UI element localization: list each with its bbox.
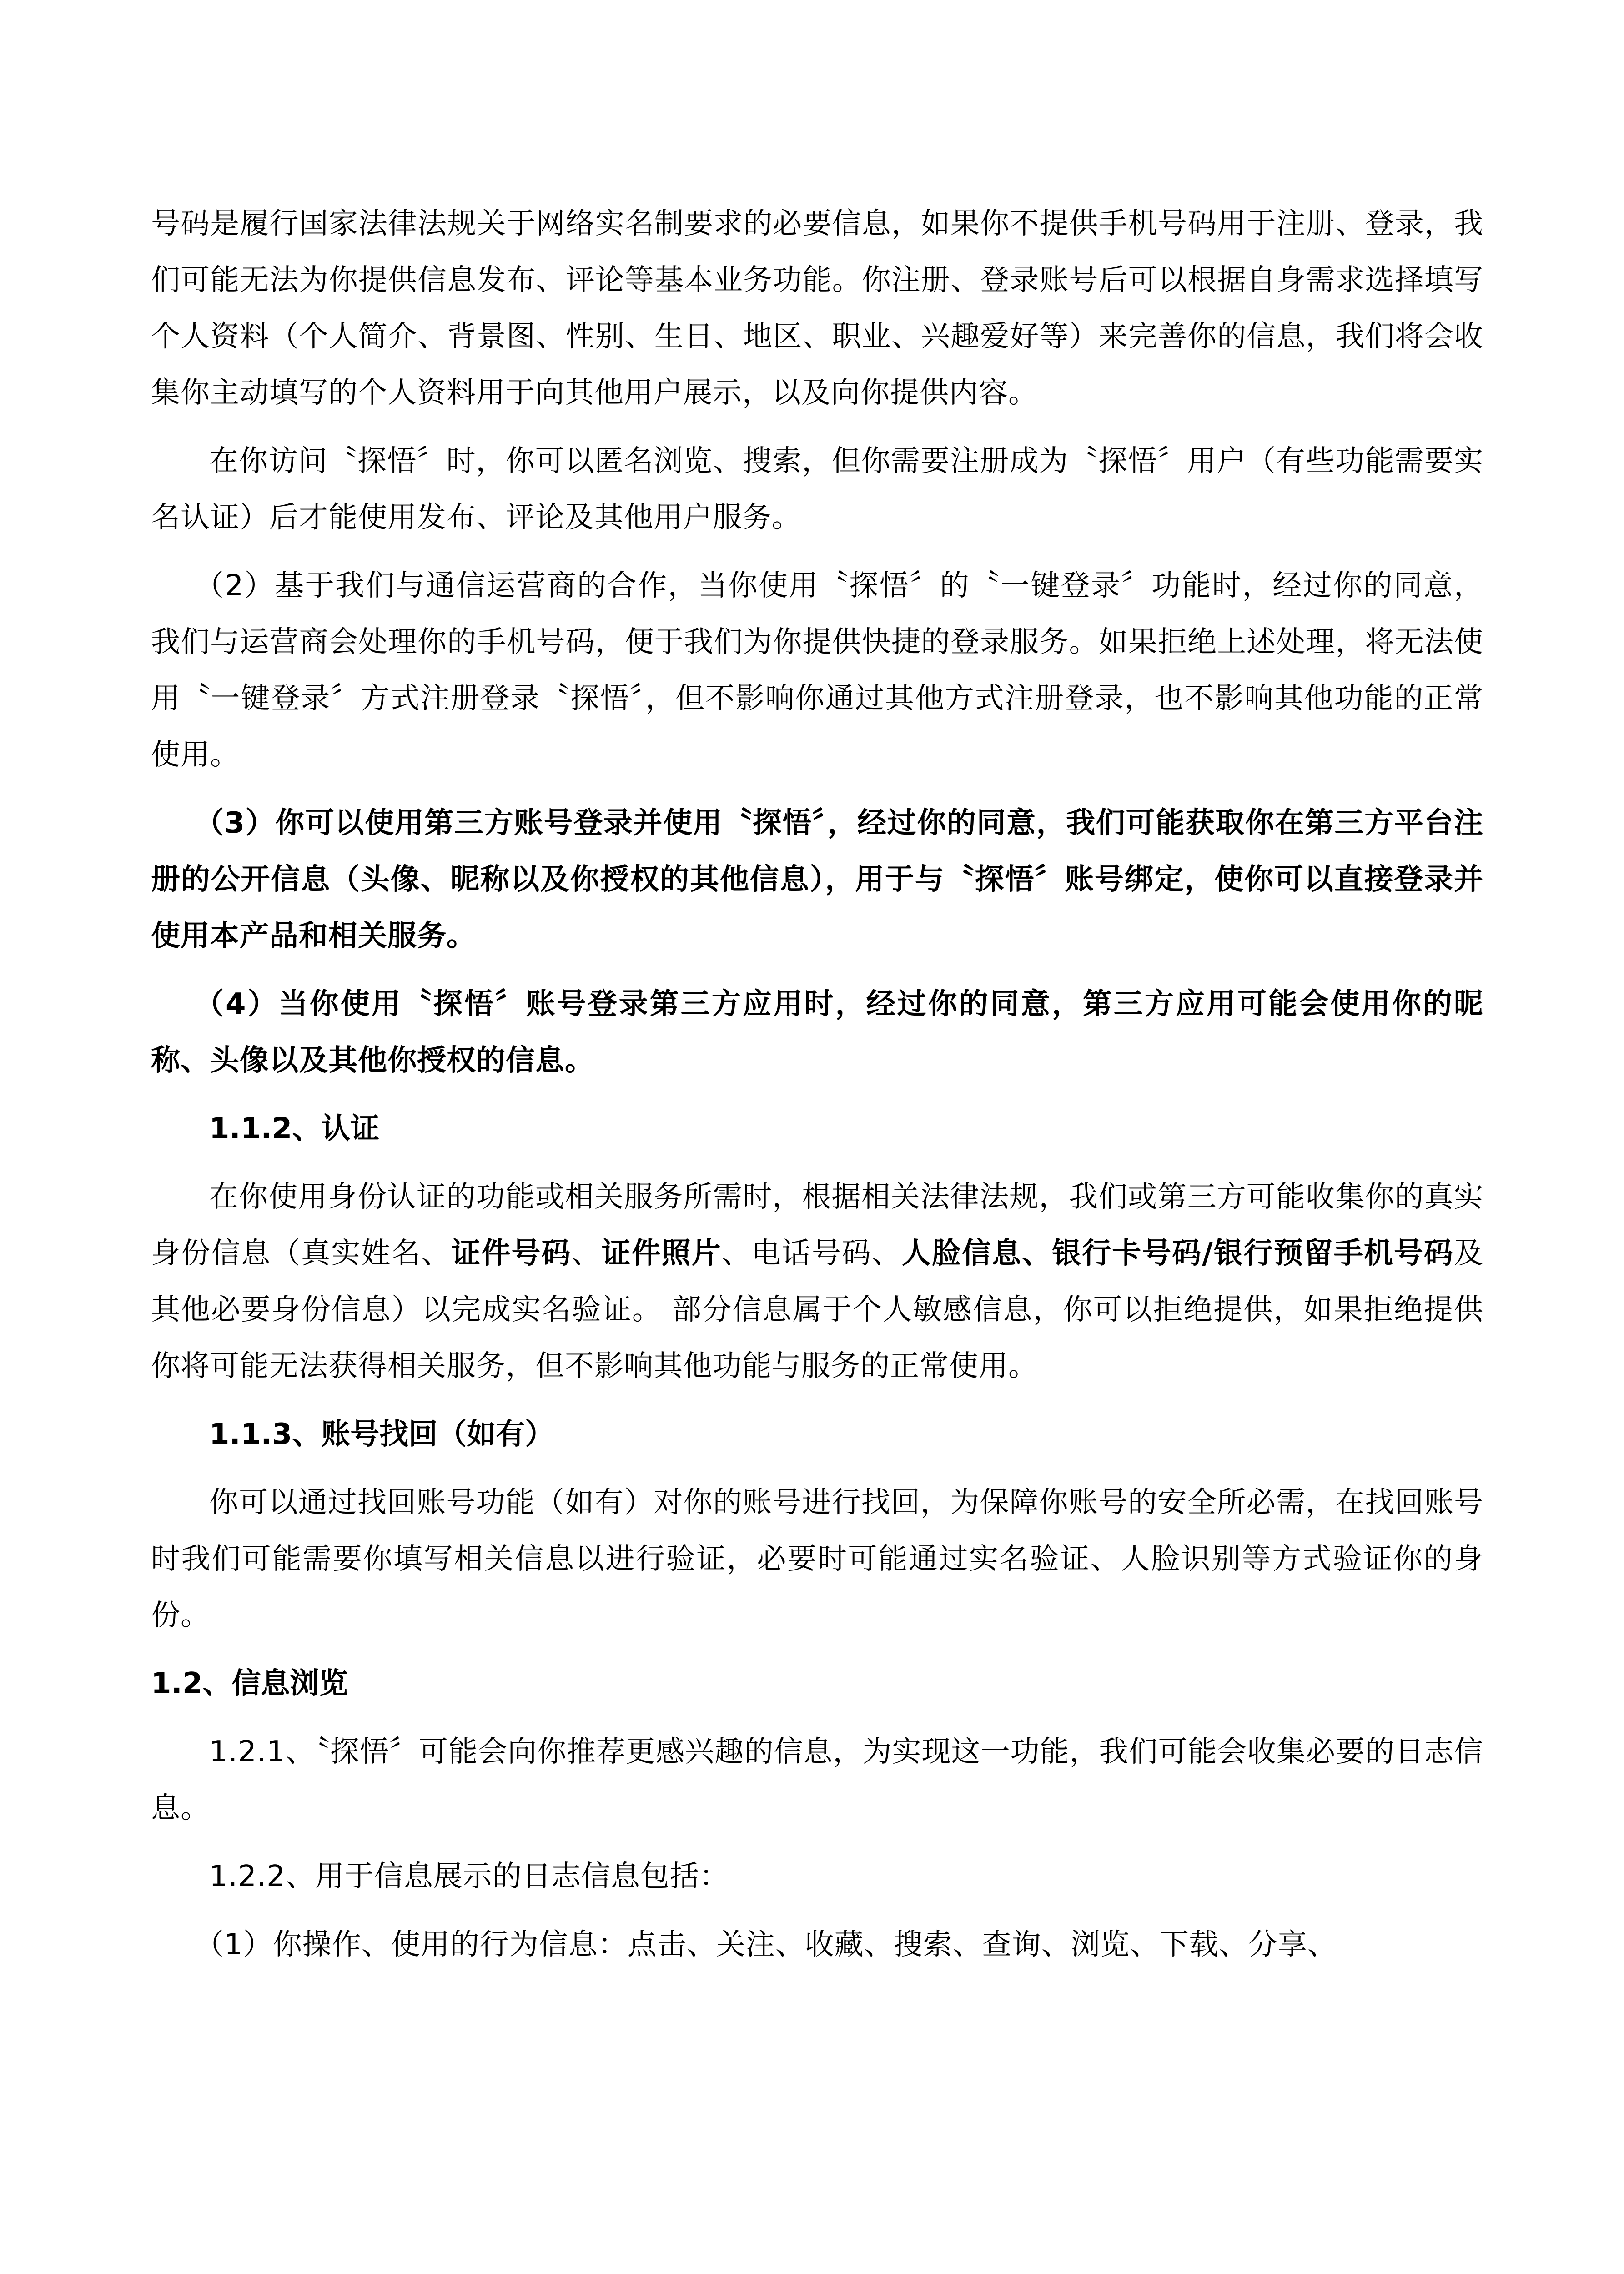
heading-1-1-3-account-recovery: 1.1.3、账号找回（如有）	[209, 1418, 554, 1451]
identity-id-photo: 证件照片	[601, 1237, 722, 1270]
identity-id-number: 证件号码	[451, 1237, 572, 1270]
paragraph-one-click-login: （2）基于我们与通信运营商的合作，当你使用〝探悟〞的〝一键登录〞功能时，经过你的同意，我们与运营商会处理你的手机号码，便于我们为你提供快捷的登录服务。如果拒绝上述处理，将无法使用〝一键登录〞方式注册登录〝探悟〞，但不影响你通过其他方式注册登录，也不影响其他功能的正常使用。	[151, 569, 1483, 772]
paragraph-identity-verification	[151, 1169, 1483, 1394]
document-body	[151, 196, 1483, 1985]
identity-separator: 、	[571, 1237, 602, 1270]
paragraph-phone-registration: 号码是履行国家法律法规关于网络实名制要求的必要信息，如果你不提供手机号码用于注册、登录，我们可能无法为你提供信息发布、评论等基本业务功能。你注册、登录账号后可以根据自身需求选择填写个人资料（个人简介、背景图、性别、生日、地区、职业、兴趣爱好等）来完善你的信息，我们将会收集你主动填写的个人资料用于向其他用户展示，以及向你提供内容。	[151, 207, 1483, 410]
paragraph-recommendation: 1.2.1、〝探悟〞可能会向你推荐更感兴趣的信息，为实现这一功能，我们可能会收集必要的日志信息。	[151, 1735, 1483, 1825]
paragraph-anonymous-browsing: 在你访问〝探悟〞时，你可以匿名浏览、搜索，但你需要注册成为〝探悟〞用户（有些功能需要实名认证）后才能使用发布、评论及其他用户服务。	[151, 444, 1483, 534]
heading-1-2-info-browsing: 1.2、信息浏览	[151, 1667, 348, 1700]
paragraph-account-recovery: 你可以通过找回账号功能（如有）对你的账号进行找回，为保障你账号的安全所必需，在找回账号时我们可能需要你填写相关信息以进行验证，必要时可能通过实名验证、人脸识别等方式验证你的身份。	[151, 1486, 1483, 1632]
heading-1-1-2-authentication: 1.1.2、认证	[209, 1112, 380, 1146]
identity-face-bank-info: 人脸信息、银行卡号码/银行预留手机号码	[901, 1237, 1454, 1270]
paragraph-behavior-info: （1）你操作、使用的行为信息：点击、关注、收藏、搜索、查询、浏览、下载、分享、	[195, 1928, 1337, 1962]
paragraph-third-party-app: （4）当你使用〝探悟〞账号登录第三方应用时，经过你的同意，第三方应用可能会使用你的昵称、头像以及其他你授权的信息。	[151, 987, 1483, 1077]
identity-phone-text: 、电话号码、	[721, 1237, 902, 1270]
identity-text-intro: 在你使用身份认证的功能或相关服务所需时，根据相关法律法规，我们或第三方可能收集你的真实身份信息（真实姓名、	[151, 1180, 1483, 1270]
paragraph-log-info: 1.2.2、用于信息展示的日志信息包括：	[209, 1860, 729, 1893]
identity-text-outro: 及其他必要身份信息）以完成实名验证。 部分信息属于个人敏感信息，你可以拒绝提供，如果拒绝提供你将可能无法获得相关服务，但不影响其他功能与服务的正常使用。	[151, 1237, 1484, 1383]
paragraph-third-party-login: （3）你可以使用第三方账号登录并使用〝探悟〞，经过你的同意，我们可能获取你在第三方平台注册的公开信息（头像、昵称以及你授权的其他信息），用于与〝探悟〞账号绑定，使你可以直接登录并使用本产品和相关服务。	[151, 806, 1483, 953]
